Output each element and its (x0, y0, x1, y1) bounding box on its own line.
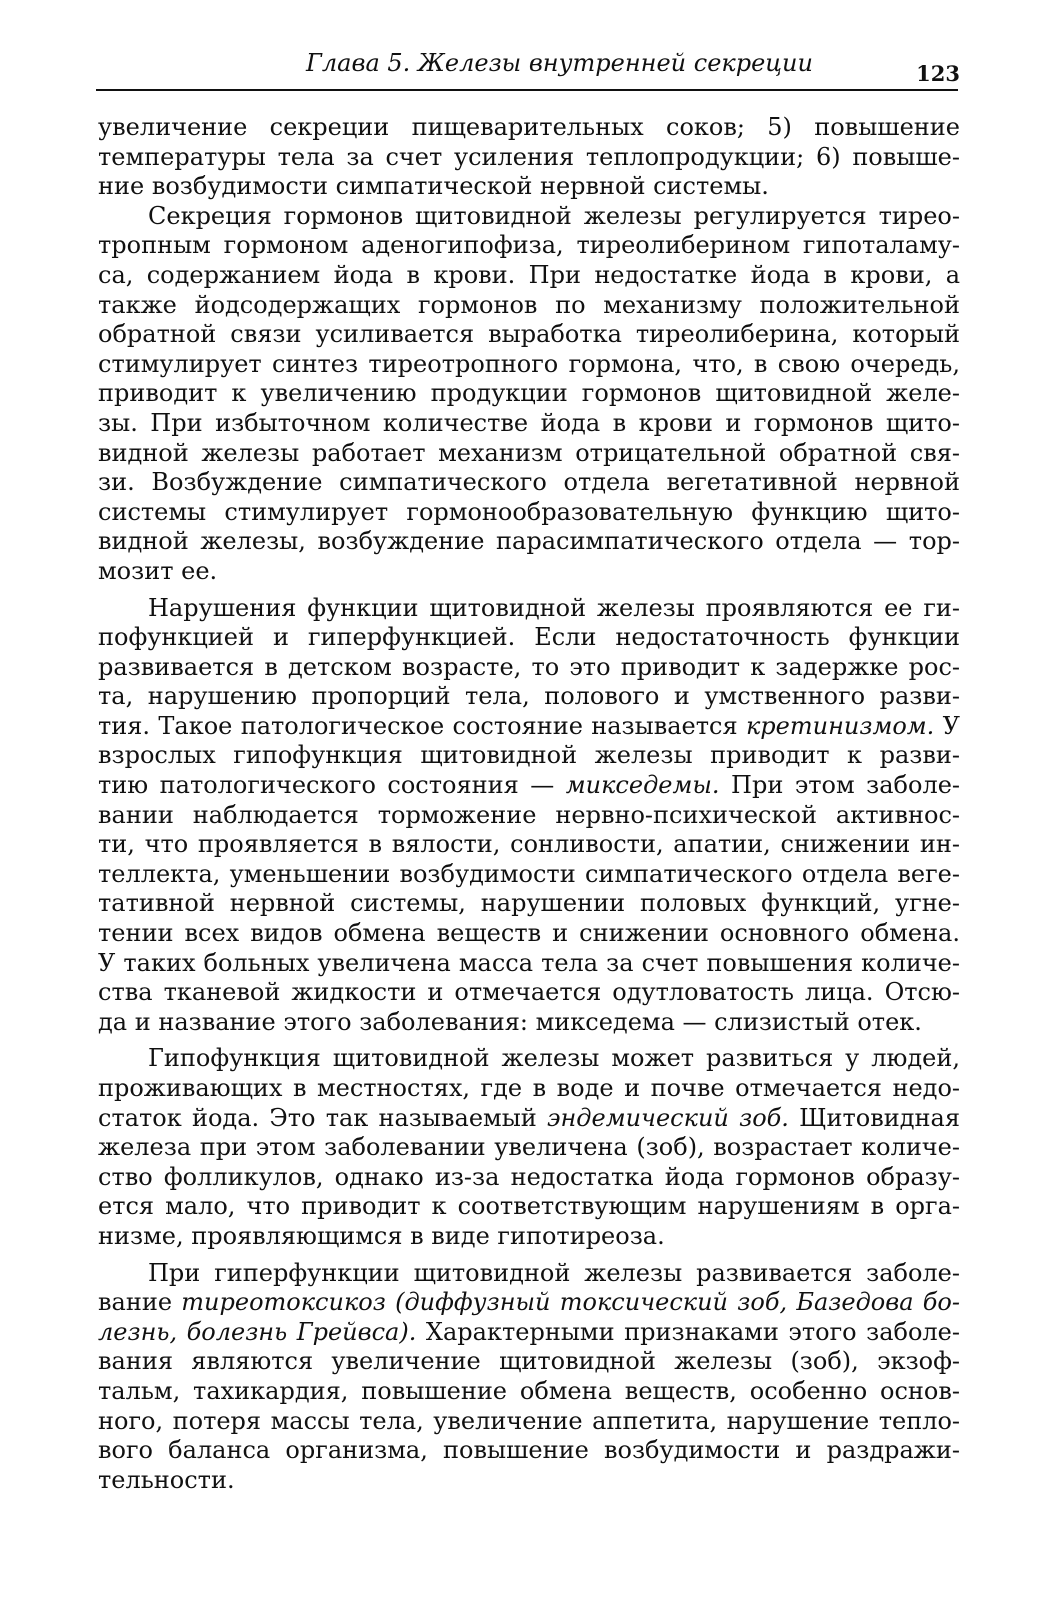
text-line (98, 1133, 960, 1163)
text-line (98, 231, 960, 261)
text-line (98, 1074, 960, 1104)
italic-term: эндемический зоб. (547, 1103, 789, 1132)
italic-term: лезнь, болезнь Грейвса). (98, 1317, 417, 1346)
text-segment: статок йода. Это так называемый (98, 1103, 548, 1132)
text-segment: Нарушения функции щитовидной железы проявляются ее ги- (148, 593, 960, 622)
text-segment: да и название этого заболевания: микседема — слизистый отек. (98, 1007, 922, 1036)
text-segment: видной железы, возбуждение парасимпатического отдела — тор- (98, 527, 960, 556)
text-segment: взрослых гипофункция щитовидной железы приводит к разви- (98, 741, 960, 770)
header-rule (96, 89, 958, 91)
text-line (98, 1008, 960, 1038)
text-line (98, 1407, 960, 1437)
text-segment: мозит ее. (98, 556, 218, 585)
text-segment: ства тканевой жидкости и отмечается одутловатость лица. Отсю- (98, 978, 960, 1007)
text-segment: приводит к увеличению продукции гормонов щитовидной желе- (98, 379, 960, 408)
text-segment: Гипофункция щитовидной железы может развиться у людей, (148, 1044, 960, 1073)
text-line (98, 1192, 960, 1222)
text-segment: железа при этом заболевании увеличена (зоб), возрастает количе- (98, 1133, 960, 1162)
paragraph (98, 594, 960, 1038)
paragraph (98, 113, 960, 202)
text-segment: тативной нервной системы, нарушении половых функций, угне- (98, 889, 960, 918)
text-line (98, 771, 960, 801)
text-segment: вание (98, 1288, 182, 1317)
text-line (98, 1347, 960, 1377)
text-line (98, 291, 960, 321)
text-line (98, 801, 960, 831)
body-text (98, 113, 960, 1495)
italic-term: микседемы. (565, 771, 720, 800)
text-line (98, 1288, 960, 1318)
text-line (98, 1466, 960, 1496)
text-segment: ти, что проявляется в вялости, сонливости, апатии, снижении ин- (98, 830, 960, 859)
text-segment: У таких больных увеличена масса тела за счет повышения количе- (98, 948, 960, 977)
text-line (98, 1222, 960, 1252)
paragraph (98, 202, 960, 587)
paragraph-gap (98, 587, 960, 594)
text-segment: развивается в детском возрасте, то это приводит к задержке рос- (98, 652, 960, 681)
text-segment: ется мало, что приводит к соответствующим нарушениям в орга- (98, 1192, 960, 1221)
text-segment: У (934, 711, 960, 740)
text-line (98, 1377, 960, 1407)
text-segment: тропным гормоном аденогипофиза, тиреолиберином гипоталаму- (98, 231, 960, 260)
text-segment: При гиперфункции щитовидной железы развивается заболе- (148, 1258, 960, 1287)
text-line (98, 623, 960, 653)
text-line (98, 1104, 960, 1134)
text-segment: Щитовидная (788, 1103, 960, 1132)
text-segment: Секреция гормонов щитовидной железы регулируется тирео- (148, 201, 960, 230)
text-line (98, 498, 960, 528)
text-line (98, 439, 960, 469)
text-segment: зы. При избыточном количестве йода в крови и гормонов щито- (98, 408, 960, 437)
text-line (98, 172, 960, 202)
paragraph (98, 1259, 960, 1496)
text-line (98, 682, 960, 712)
text-segment: вании наблюдается торможение нервно-психической активнос- (98, 800, 960, 829)
text-line (98, 379, 960, 409)
text-line (98, 350, 960, 380)
paragraph (98, 1044, 960, 1251)
text-segment: низме, проявляющимся в виде гипотиреоза. (98, 1221, 665, 1250)
text-line (98, 978, 960, 1008)
page-number: 123 (916, 61, 960, 86)
text-line (98, 113, 960, 143)
text-line (98, 409, 960, 439)
text-segment: ного, потеря массы тела, увеличение аппетита, нарушение тепло- (98, 1406, 960, 1435)
running-header-title: Глава 5. Железы внутренней секреции (306, 49, 813, 77)
text-segment: ние возбудимости симпатической нервной системы. (98, 172, 769, 201)
text-line (98, 202, 960, 232)
paragraph-gap (98, 1037, 960, 1044)
text-segment: системы стимулирует гормонообразовательную функцию щито- (98, 497, 960, 526)
text-line (98, 320, 960, 350)
paragraph-gap (98, 1252, 960, 1259)
text-line (98, 860, 960, 890)
text-segment: тальм, тахикардия, повышение обмена веществ, особенно основ- (98, 1376, 960, 1405)
text-segment: увеличение секреции пищеварительных соков; 5) повышение (98, 113, 960, 141)
text-line (98, 1163, 960, 1193)
text-segment: проживающих в местностях, где в воде и почве отмечается недо- (98, 1074, 960, 1102)
text-line (98, 1318, 960, 1348)
text-segment: тении всех видов обмена веществ и снижении основного обмена. (98, 919, 960, 948)
text-line (98, 712, 960, 742)
text-segment: тельности. (98, 1465, 235, 1494)
text-line (98, 889, 960, 919)
text-segment: вого баланса организма, повышение возбудимости и раздражи- (98, 1436, 960, 1465)
text-line (98, 527, 960, 557)
text-line (98, 557, 960, 587)
text-segment: са, содержанием йода в крови. При недостатке йода в крови, а (98, 260, 960, 289)
text-segment: тия. Такое патологическое состояние называется (98, 711, 746, 740)
text-segment: зи. Возбуждение симпатического отдела вегетативной нервной (98, 468, 960, 497)
text-line (98, 261, 960, 291)
text-segment: также йодсодержащих гормонов по механизму положительной (98, 290, 960, 319)
italic-term: тиреотоксикоз (диффузный токсический зоб, Базедова бо- (181, 1288, 960, 1317)
text-segment: температуры тела за счет усиления теплопродукции; 6) повыше- (98, 142, 960, 171)
text-segment: При этом заболе- (719, 771, 960, 800)
text-line (98, 653, 960, 683)
text-segment: та, нарушению пропорций тела, полового и умственного разви- (98, 682, 960, 711)
text-line (98, 1436, 960, 1466)
text-line (98, 1259, 960, 1289)
text-line (98, 143, 960, 173)
text-segment: тию патологического состояния — (98, 771, 566, 800)
text-line (98, 1044, 960, 1074)
text-line (98, 830, 960, 860)
text-line (98, 594, 960, 624)
text-line (98, 919, 960, 949)
text-segment: видной железы работает механизм отрицательной обратной свя- (98, 438, 960, 467)
text-segment: обратной связи усиливается выработка тиреолиберина, который (98, 320, 960, 349)
text-segment: теллекта, уменьшении возбудимости симпатического отдела веге- (98, 859, 960, 888)
text-segment: вания являются увеличение щитовидной железы (зоб), экзоф- (98, 1347, 960, 1376)
text-segment: стимулирует синтез тиреотропного гормона, что, в свою очередь, (98, 349, 960, 378)
italic-term: кретинизмом. (745, 711, 935, 740)
text-segment: ство фолликулов, однако из-за недостатка йода гормонов образу- (98, 1162, 960, 1191)
text-line (98, 949, 960, 979)
text-segment: пофункцией и гиперфункцией. Если недостаточность функции (98, 623, 960, 652)
text-line (98, 468, 960, 498)
text-line (98, 741, 960, 771)
text-segment: Характерными признаками этого заболе- (416, 1317, 960, 1346)
